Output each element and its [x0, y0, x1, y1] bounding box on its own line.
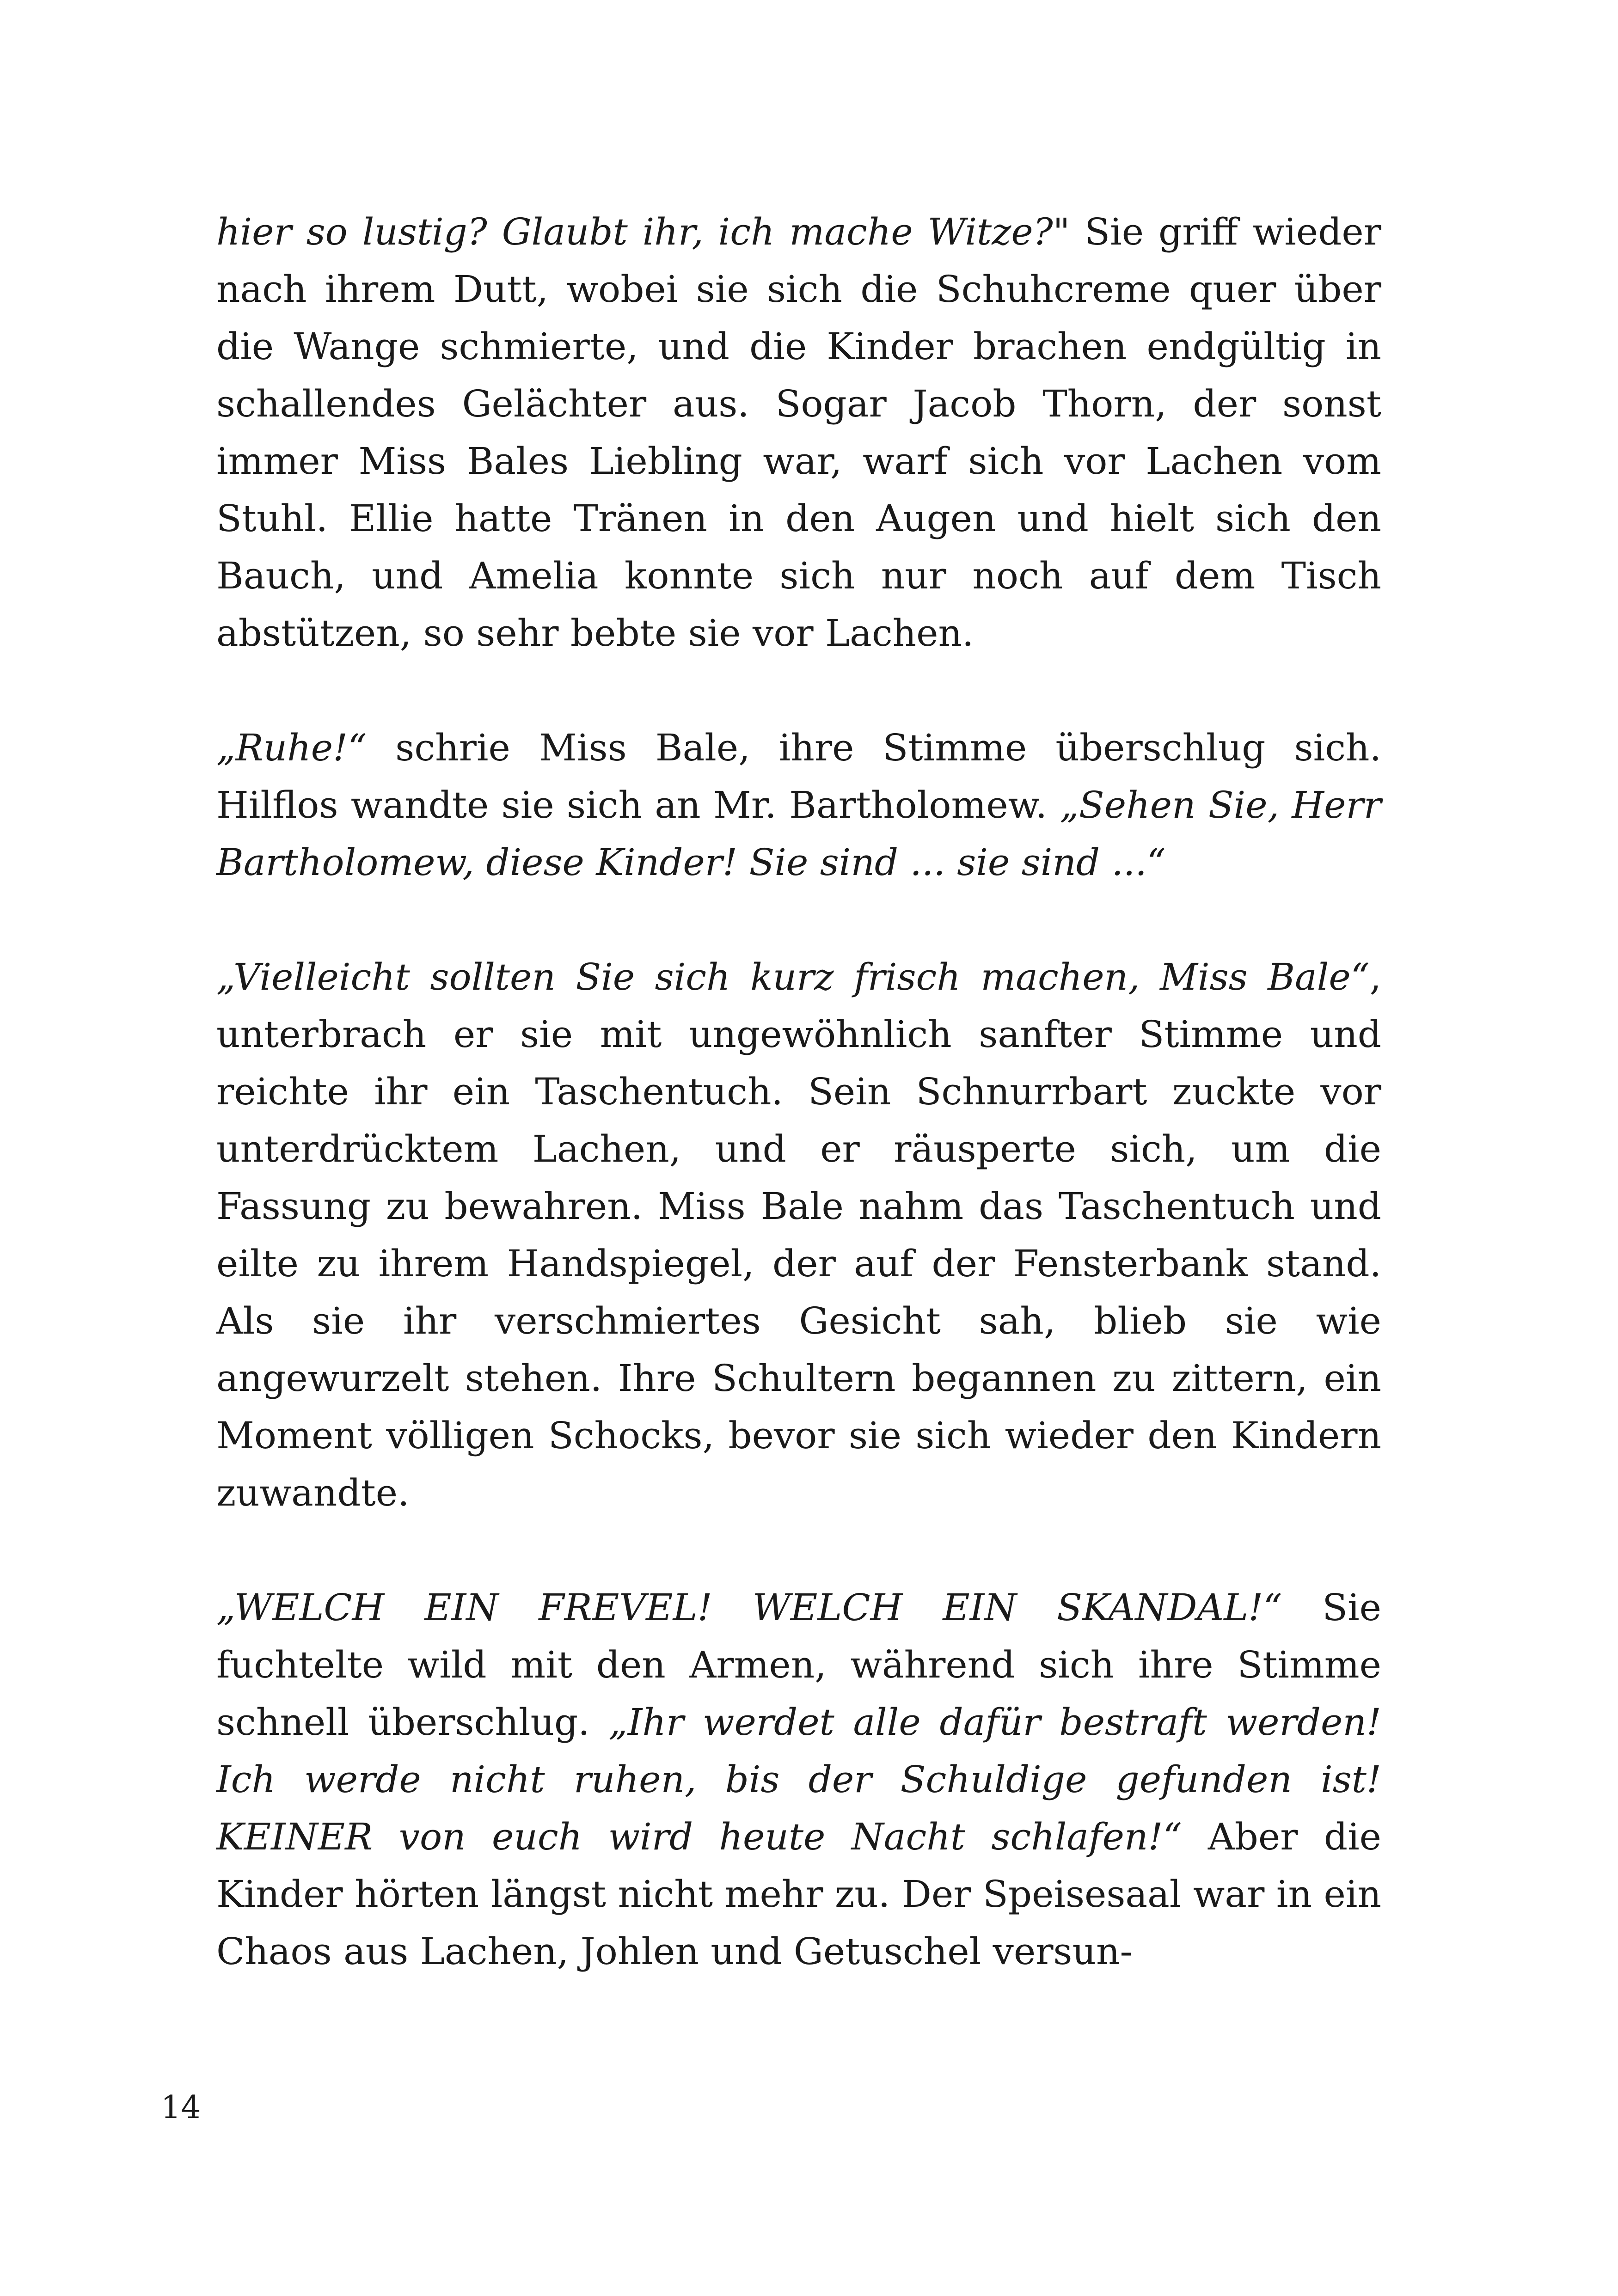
paragraph — [216, 1579, 1381, 1980]
text-run: schrie Miss Bale, ihre Stimme überschlug sich. Hilflos wandte sie sich an Mr. Bartholomew. — [216, 726, 1381, 827]
text-run: " Sie griff wieder nach ihrem Dutt, wobei sie sich die Schuhcreme quer über die Wange schmierte, und die Kinder brachen endgültig in schallendes Gelächter aus. Sogar Jacob Thorn, der sonst immer Miss Bales Liebling war, warf sich vor Lachen vom Stuhl. Ellie hatte Tränen in den Augen und hielt sich den Bauch, und Amelia konnte sich nur noch auf dem Tisch abstützen, so sehr bebte sie vor Lachen. — [216, 210, 1382, 655]
text-run: Aber die Kinder hörten längst nicht mehr zu. Der Speisesaal war in ein Chaos aus Lachen, Johlen und Getuschel versun- — [216, 1815, 1382, 1973]
text-run: Sie fuchtelte wild mit den Armen, während sich ihre Stimme schnell überschlug. — [216, 1586, 1381, 1744]
page-number: 14 — [161, 2089, 201, 2126]
paragraph — [216, 203, 1381, 662]
paragraph — [216, 719, 1381, 891]
text-run-italic: hier so lustig? Glaubt ihr, ich mache Witze? — [216, 210, 1053, 253]
text-run-italic: „Vielleicht sollten Sie sich kurz frisch machen, Miss Bale“ — [216, 955, 1370, 998]
text-run-italic: „Ruhe!“ — [216, 726, 367, 769]
text-run-italic: „WELCH EIN FREVEL! WELCH EIN SKANDAL!“ — [216, 1586, 1282, 1629]
text-run: , unterbrach er sie mit ungewöhnlich sanfter Stimme und reichte ihr ein Taschentuch. Sein Schnurrbart zuckte vor unterdrücktem Lachen, und er räusperte sich, um die Fassung zu bewahren. Miss Bale nahm das Taschentuch und eilte zu ihrem Handspiegel, der auf der Fensterbank stand. Als sie ihr verschmiertes Gesicht sah, blieb sie wie angewurzelt stehen. Ihre Schultern begannen zu zittern, ein Moment völligen Schocks, bevor sie sich wieder den Kindern zuwandte. — [216, 955, 1381, 1514]
text-run-italic: „Ihr werdet alle dafür bestraft werden! Ich werde nicht ruhen, bis der Schuldige gefunden ist! KEINER von euch wird heute Nacht schlafen!“ — [216, 1701, 1381, 1858]
body-text — [216, 203, 1381, 1980]
paragraph — [216, 949, 1381, 1522]
text-run-italic: „Sehen Sie, Herr Bartholomew, diese Kinder! Sie sind ... sie sind ...“ — [216, 784, 1381, 884]
